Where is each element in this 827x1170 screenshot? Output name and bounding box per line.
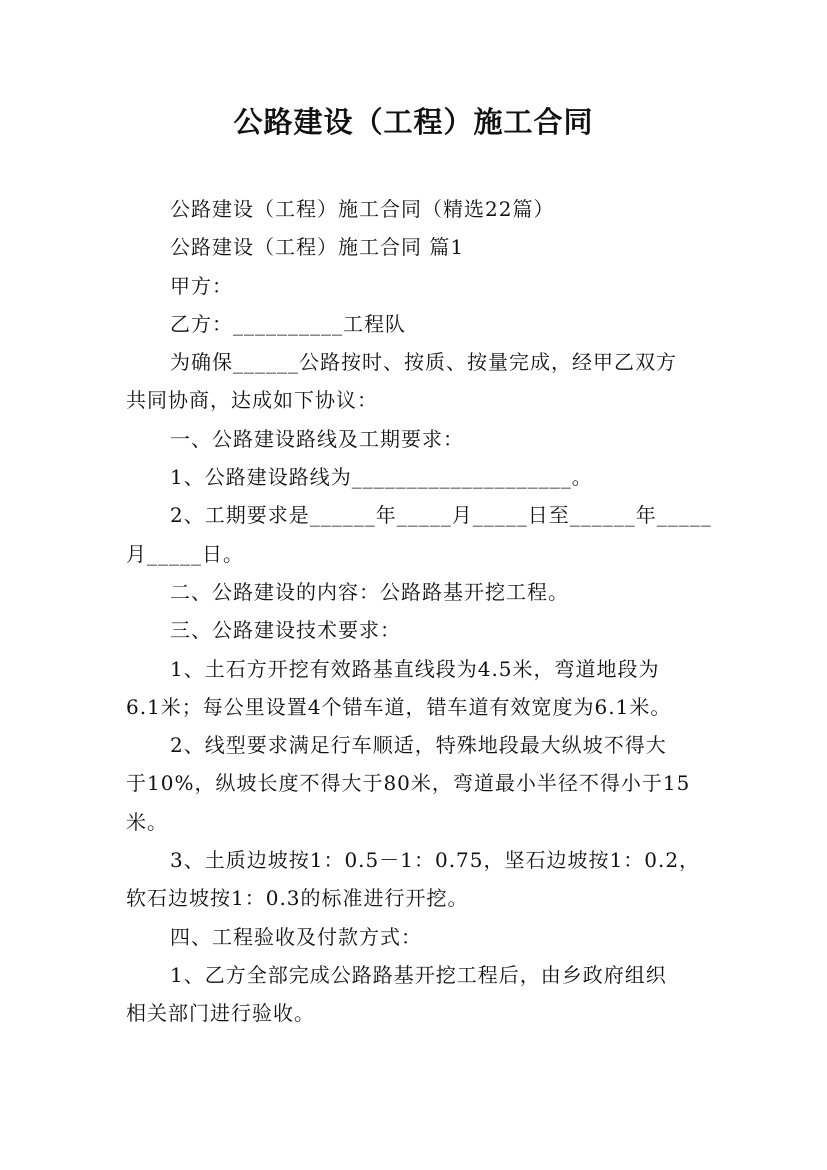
paragraph [126, 726, 706, 841]
paragraph-line: 一、公路建设路线及工期要求： [170, 426, 464, 451]
paragraph [126, 458, 706, 496]
paragraph-line: 1、土石方开挖有效路基直线段为4.5米，弯道地段为 [170, 656, 660, 681]
paragraph-line: 3、土质边坡按1：0.5－1：0.75，坚石边坡按1：0.2， [170, 848, 701, 873]
paragraph-continuation-line: 6.1米；每公里设置4个错车道，错车道有效宽度为6.1米。 [126, 694, 672, 719]
paragraph [126, 343, 706, 420]
paragraph [126, 650, 706, 727]
paragraph-line: 为确保______公路按时、按质、按量完成，经甲乙双方 [170, 350, 677, 375]
paragraph [126, 611, 706, 649]
paragraph-continuation-line: 软石边坡按1：0.3的标准进行开挖。 [126, 886, 469, 911]
paragraph [126, 841, 706, 918]
paragraph-continuation-line: 于10%，纵坡长度不得大于80米，弯道最小半径不得小于15 [126, 771, 691, 796]
paragraph-line: 1、公路建设路线为____________________。 [170, 465, 593, 490]
paragraph-line: 公路建设（工程）施工合同（精选22篇） [170, 197, 555, 221]
paragraph [126, 228, 706, 266]
paragraph-line: 1、乙方全部完成公路路基开挖工程后，由乡政府组织 [170, 962, 667, 987]
paragraph-line: 2、线型要求满足行车顺适，特殊地段最大纵坡不得大 [170, 733, 667, 758]
paragraph [126, 573, 706, 611]
paragraph-line: 乙方：__________工程队 [170, 311, 406, 336]
paragraph-line: 2、工期要求是______年_____月_____日至______年_____ [170, 503, 712, 528]
paragraph-continuation-line: 共同协商，达成如下协议： [126, 388, 378, 413]
paragraph-line: 公路建设（工程）施工合同 篇1 [170, 235, 465, 260]
document-title: 公路建设（工程）施工合同 [233, 105, 594, 139]
paragraph-line: 四、工程验收及付款方式： [170, 924, 422, 949]
paragraph [126, 918, 706, 956]
paragraph [126, 305, 706, 343]
paragraph-continuation-line: 米。 [126, 809, 168, 834]
paragraph-continuation-line: 相关部门进行验收。 [126, 1001, 315, 1026]
paragraph-line: 甲方： [170, 273, 233, 298]
paragraph-line: 三、公路建设技术要求： [170, 618, 401, 643]
paragraph [126, 190, 706, 228]
paragraph [126, 267, 706, 305]
document-body [126, 190, 712, 1033]
paragraph-continuation-line: 月_____日。 [126, 541, 244, 566]
paragraph [126, 420, 706, 458]
paragraph [126, 496, 712, 573]
paragraph [126, 956, 706, 1033]
paragraph-line: 二、公路建设的内容：公路路基开挖工程。 [170, 579, 569, 604]
